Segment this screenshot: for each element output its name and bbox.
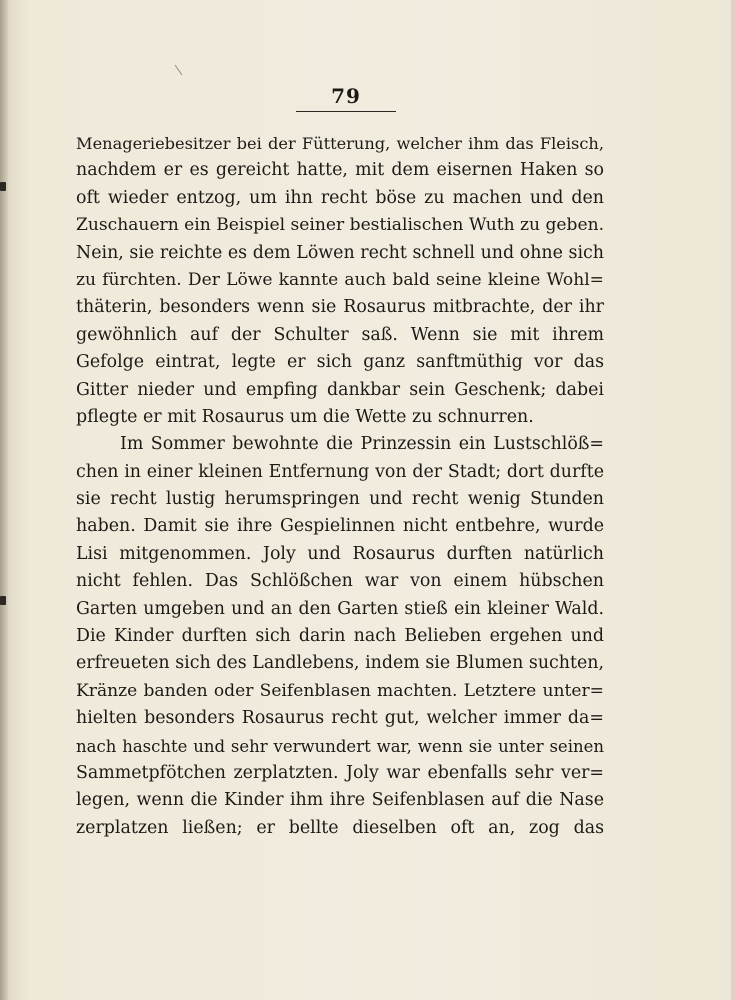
text-line: erfreueten sich des Landlebens, indem sie Blumen suchten,: [76, 653, 604, 674]
text-line: nach haschte und sehr verwundert war, wenn sie unter seinen: [76, 736, 604, 756]
text-line: oft wieder entzog, um ihn recht böse zu machen und den: [76, 187, 604, 208]
page-right-edge: [731, 0, 735, 1000]
body-text: [76, 130, 604, 842]
text-line: Die Kinder durften sich darin nach Belieben ergehen und: [76, 626, 604, 647]
text-line: chen in einer kleinen Entfernung von der Stadt; dort durfte: [76, 461, 604, 482]
text-line: Kränze banden oder Seifenblasen machten. Letztere unter=: [76, 680, 604, 701]
binding-edge: [0, 0, 8, 1000]
text-line: zu fürchten. Der Löwe kannte auch bald seine kleine Wohl=: [76, 269, 604, 290]
text-line: sie recht lustig herumspringen und recht wenig Stunden: [76, 489, 604, 510]
text-line: nicht fehlen. Das Schlößchen war von einem hübschen: [76, 571, 604, 592]
text-line: Sammetpfötchen zerplatzten. Joly war ebenfalls sehr ver=: [76, 762, 604, 783]
text-line: Im Sommer bewohnte die Prinzessin ein Lustschlöß=: [120, 434, 604, 455]
binding-mark: [0, 182, 6, 191]
page-number: 79: [331, 84, 361, 108]
page-number-rule: [296, 111, 396, 112]
text-line: hielten besonders Rosaurus recht gut, welcher immer da=: [76, 708, 604, 729]
text-line: nachdem er es gereicht hatte, mit dem eisernen Haken so: [76, 160, 604, 181]
text-line: legen, wenn die Kinder ihm ihre Seifenblasen auf die Nase: [76, 790, 604, 811]
text-line: thäterin, besonders wenn sie Rosaurus mitbrachte, der ihr: [76, 297, 604, 318]
text-line: haben. Damit sie ihre Gespielinnen nicht entbehre, wurde: [76, 516, 604, 537]
text-line: Menageriebesitzer bei der Fütterung, welcher ihm das Fleisch,: [76, 134, 604, 153]
text-line: Zuschauern ein Beispiel seiner bestialischen Wuth zu geben.: [76, 215, 604, 236]
text-line: Gitter nieder und empfing dankbar sein Geschenk; dabei: [76, 379, 604, 400]
text-line: Nein, sie reichte es dem Löwen recht schnell und ohne sich: [76, 242, 604, 263]
text-line: Garten umgeben und an den Garten stieß ein kleiner Wald.: [76, 598, 604, 619]
text-line: Lisi mitgenommen. Joly und Rosaurus durften natürlich: [76, 543, 604, 564]
text-line: Gefolge eintrat, legte er sich ganz sanftmüthig vor das: [76, 352, 604, 373]
text-line: zerplatzen ließen; er bellte dieselben oft an, zog das: [76, 817, 604, 838]
text-line: pflegte er mit Rosaurus um die Wette zu schnurren.: [76, 406, 534, 427]
text-line: gewöhnlich auf der Schulter saß. Wenn sie mit ihrem: [76, 324, 604, 345]
binding-mark: [0, 596, 6, 605]
